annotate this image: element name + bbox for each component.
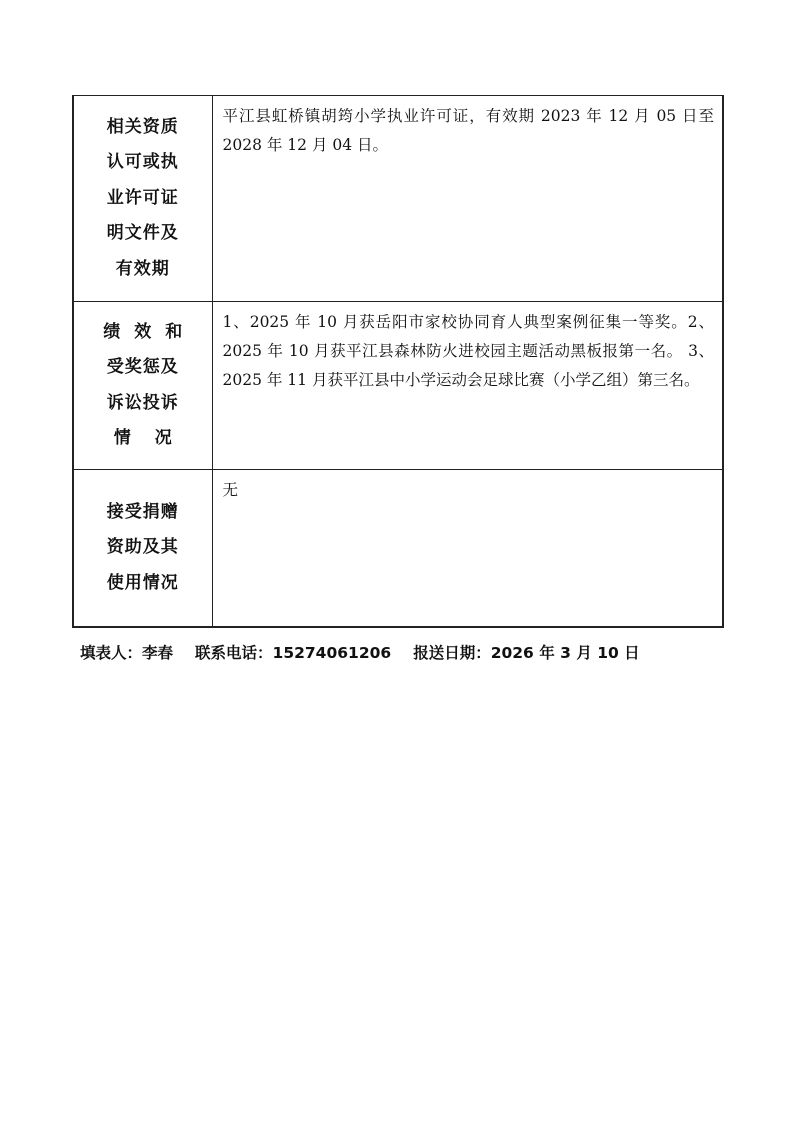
table-row-qualification	[73, 96, 723, 302]
date-label: 报送日期：	[413, 644, 491, 662]
row-label-line: 有效期	[115, 258, 170, 279]
performance-text: 1、2025 年 10 月获岳阳市家校协同育人典型案例征集一等奖。2、2025 年 10 月获平江县森林防火进校园主题活动黑板报第一名。 3、2025 年 11 月获平江县中小学运动会足球比赛（小学乙组）第三名。	[222, 313, 714, 389]
qualification-label-cell	[73, 96, 212, 302]
performance-label-cell	[73, 302, 212, 470]
date-value: 2026 年 3 月 10 日	[490, 644, 640, 662]
row-label-line: 诉讼投诉	[106, 392, 179, 413]
donations-value-cell	[212, 470, 723, 627]
donations-text: 无	[222, 481, 239, 499]
filler-label: 填表人：	[80, 644, 143, 662]
row-label-line: 明文件及	[106, 223, 179, 244]
performance-value-cell	[212, 302, 723, 470]
table-row-donations	[73, 470, 723, 627]
filler-name: 李春	[142, 644, 174, 662]
row-label-line: 使用情况	[106, 572, 179, 593]
row-label-line: 受奖惩及	[106, 357, 179, 377]
row-label-line: 情况	[113, 428, 196, 448]
row-label-line: 接受捐赠	[106, 501, 179, 522]
row-label-line: 业许可证	[106, 187, 179, 208]
row-label-line: 资助及其	[106, 537, 179, 557]
qualification-value-cell	[212, 96, 723, 302]
table-row-performance	[73, 302, 723, 470]
form-footer	[80, 641, 640, 663]
row-label-line: 认可或执	[106, 152, 179, 173]
row-label-line: 绩效和	[103, 321, 197, 342]
phone-value: 15274061206	[272, 644, 392, 662]
qualification-text: 平江县虹桥镇胡筠小学执业许可证，有效期 2023 年 12 月 05 日至 2028 年 12 月 04 日。	[222, 107, 714, 154]
info-table	[72, 95, 724, 628]
donations-label-cell	[73, 470, 212, 627]
phone-label: 联系电话：	[195, 644, 273, 662]
row-label-line: 相关资质	[106, 116, 179, 137]
